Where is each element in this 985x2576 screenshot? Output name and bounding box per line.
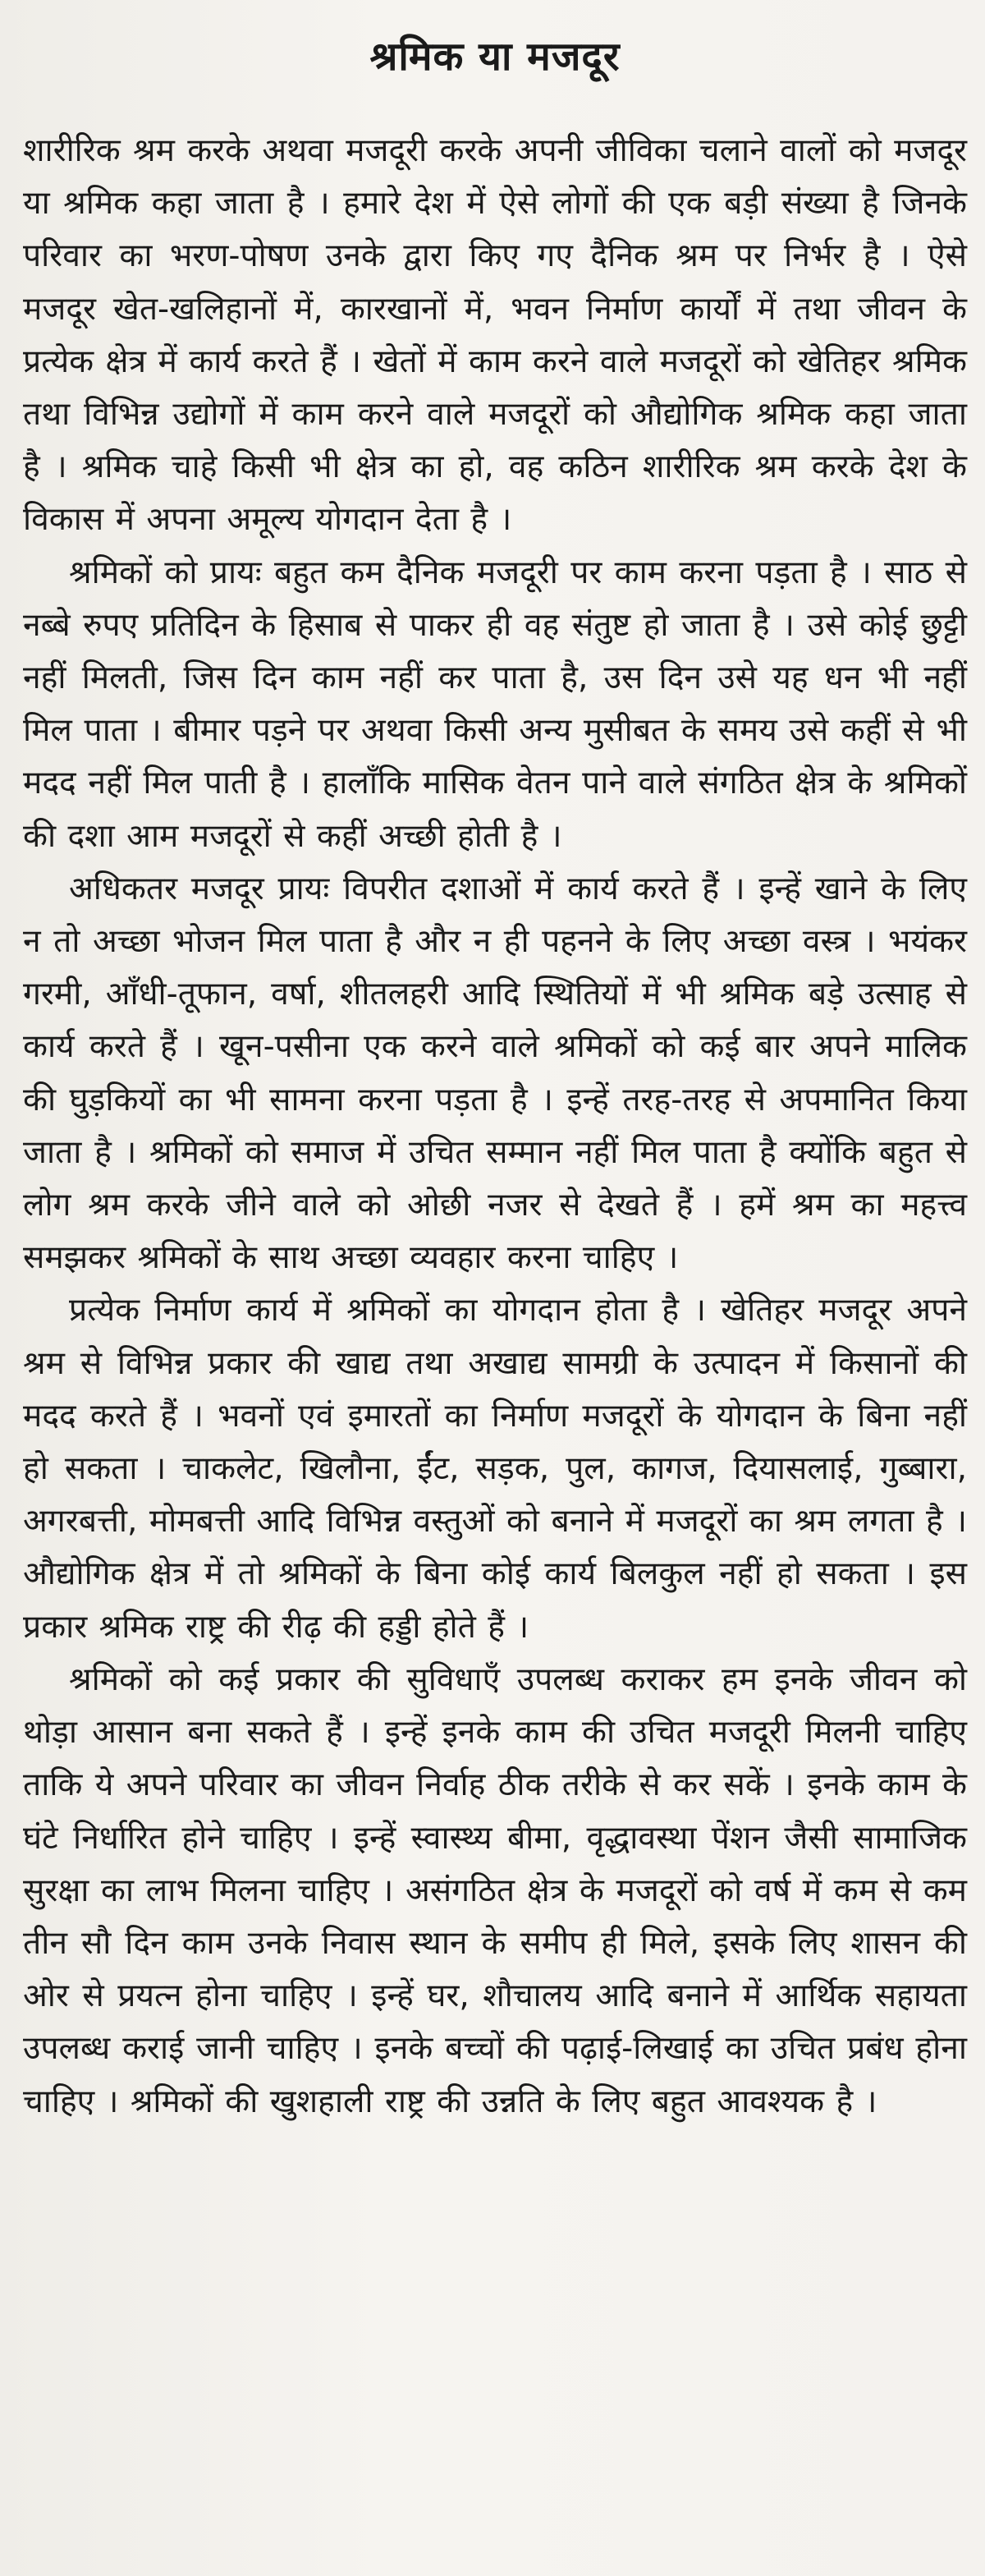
essay-title: श्रमिक या मजदूर [369,34,621,80]
paragraph-3: अधिकतर मजदूर प्रायः विपरीत दशाओं में कार्य करते हैं । इन्हें खाने के लिए न तो अच्छा भोजन मिल पाता है और न ही पहनने के लिए अच्छा वस्त्र । भयंकर गरमी, आँधी-तूफान, वर्षा, शीतलहरी आदि स्थितियों में भी श्रमिक बड़े उत्साह से कार्य करते हैं । खून-पसीना एक करने वाले श्रमिकों को कई बार अपने मालिक की घुड़कियों का भी सामना करना पड़ता है । इन्हें तरह-तरह से अपमानित किया जाता है । श्रमिकों को समाज में उचित सम्मान नहीं मिल पाता है क्योंकि बहुत से लोग श्रम करके जीने वाले को ओछी नजर से देखते हैं । हमें श्रम का महत्त्व समझकर श्रमिकों के साथ अच्छा व्यवहार करना चाहिए । [23,870,967,1277]
paragraph-1: शारीरिक श्रम करके अथवा मजदूरी करके अपनी जीविका चलाने वालों को मजदूर या श्रमिक कहा जाता है । हमारे देश में ऐसे लोगों की एक बड़ी संख्या है जिनके परिवार का भरण-पोषण उनके द्वारा किए गए दैनिक श्रम पर निर्भर है । ऐसे मजदूर खेत-खलिहानों में, कारखानों में, भवन निर्माण कार्यों में तथा जीवन के प्रत्येक क्षेत्र में कार्य करते हैं । खेतों में काम करने वाले मजदूरों को खेतिहर श्रमिक तथा विभिन्न उद्योगों में काम करने वाले मजदूरों को औद्योगिक श्रमिक कहा जाता है । श्रमिक चाहे किसी भी क्षेत्र का हो, वह कठिन शारीरिक श्रम करके देश के विकास में अपना अमूल्य योगदान देता है । [23,132,967,539]
paragraph-5: श्रमिकों को कई प्रकार की सुविधाएँ उपलब्ध कराकर हम इनके जीवन को थोड़ा आसान बना सकते हैं । इन्हें इनके काम की उचित मजदूरी मिलनी चाहिए ताकि ये अपने परिवार का जीवन निर्वाह ठीक तरीके से कर सकें । इनके काम के घंटे निर्धारित होने चाहिए । इन्हें स्वास्थ्य बीमा, वृद्धावस्था पेंशन जैसी सामाजिक सुरक्षा का लाभ मिलना चाहिए । असंगठित क्षेत्र के मजदूरों को वर्ष में कम से कम तीन सौ दिन काम उनके निवास स्थान के समीप ही मिले, इसके लिए शासन की ओर से प्रयत्न होना चाहिए । इन्हें घर, शौचालय आदि बनाने में आर्थिक सहायता उपलब्ध कराई जानी चाहिए । इनके बच्चों की पढ़ाई-लिखाई का उचित प्रबंध होना चाहिए । श्रमिकों की खुशहाली राष्ट्र की उन्नति के लिए बहुत आवश्यक है । [23,1660,967,2120]
paragraph-2: श्रमिकों को प्रायः बहुत कम दैनिक मजदूरी पर काम करना पड़ता है । साठ से नब्बे रुपए प्रतिदिन के हिसाब से पाकर ही वह संतुष्ट हो जाता है । उसे कोई छुट्टी नहीं मिलती, जिस दिन काम नहीं कर पाता है, उस दिन उसे यह धन भी नहीं मिल पाता । बीमार पड़ने पर अथवा किसी अन्य मुसीबत के समय उसे कहीं से भी मदद नहीं मिल पाती है । हालाँकि मासिक वेतन पाने वाले संगठित क्षेत्र के श्रमिकों की दशा आम मजदूरों से कहीं अच्छी होती है । [23,553,967,855]
paragraph-4: प्रत्येक निर्माण कार्य में श्रमिकों का योगदान होता है । खेतिहर मजदूर अपने श्रम से विभिन्न प्रकार की खाद्य तथा अखाद्य सामग्री के उत्पादन में किसानों की मदद करते हैं । भवनों एवं इमारतों का निर्माण मजदूरों के योगदान के बिना नहीं हो सकता । चाकलेट, खिलौना, ईंट, सड़क, पुल, कागज, दियासलाई, गुब्बारा, अगरबत्ती, मोमबत्ती आदि विभिन्न वस्तुओं को बनाने में मजदूरों का श्रम लगता है । औद्योगिक क्षेत्र में तो श्रमिकों के बिना कोई कार्य बिलकुल नहीं हो सकता । इस प्रकार श्रमिक राष्ट्र की रीढ़ की हड्डी होते हैं । [23,1292,967,1646]
